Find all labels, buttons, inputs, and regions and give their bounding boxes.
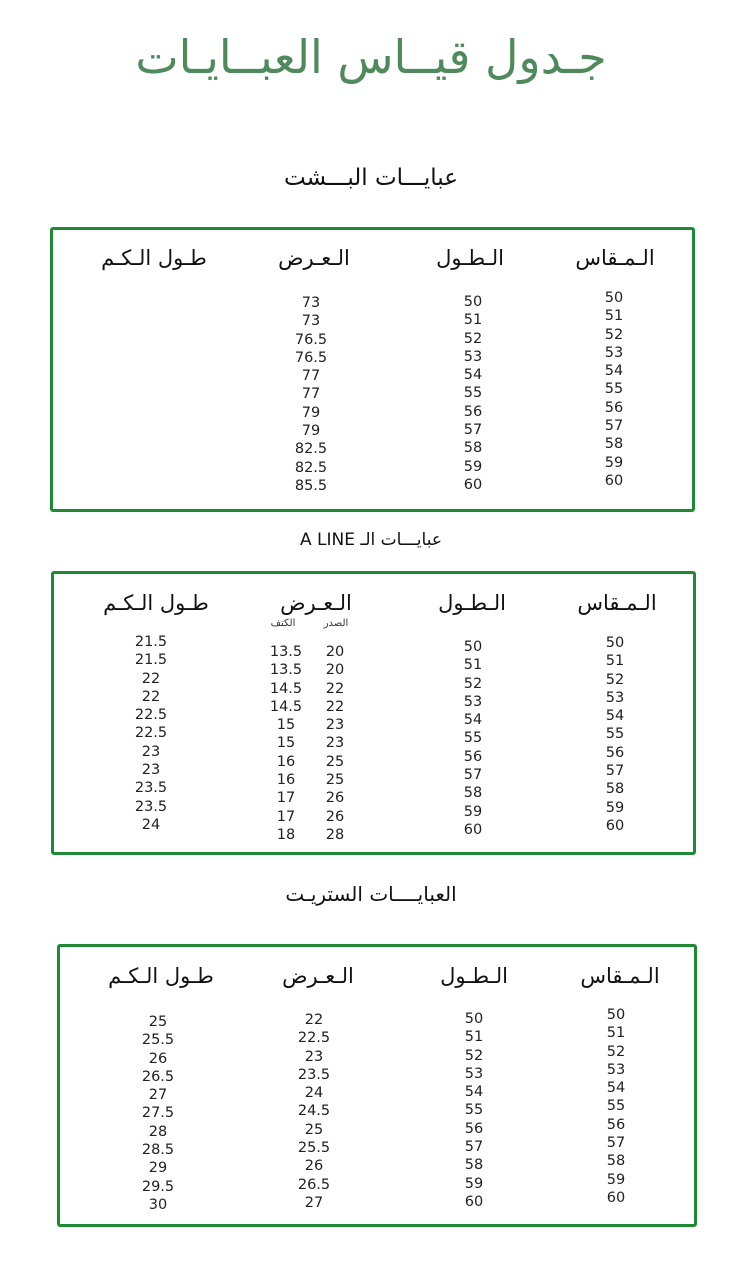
size-value: 54 <box>606 1080 626 1097</box>
sleeve-value: 24 <box>141 816 161 833</box>
size-value: 51 <box>604 308 624 325</box>
header-width: الـعـرض <box>278 246 350 270</box>
column-length <box>465 1010 483 1211</box>
width-value: 26.5 <box>297 1176 331 1193</box>
sleeve-value: 28 <box>148 1123 168 1140</box>
sleeve-value: 23.5 <box>134 780 168 797</box>
length-value: 53 <box>464 1065 484 1082</box>
size-value: 59 <box>605 799 625 816</box>
width-value: 82.5 <box>294 441 328 458</box>
length-value: 52 <box>463 330 483 347</box>
size-table-bisht <box>50 227 695 512</box>
size-value: 60 <box>604 472 624 489</box>
header-size: الـمـقاس <box>580 964 660 988</box>
size-value: 60 <box>606 1189 626 1206</box>
size-value: 52 <box>604 326 624 343</box>
width-value: 82.5 <box>294 459 328 476</box>
header-sleeve: طـول الـكـم <box>103 591 209 615</box>
sleeve-value: 25.5 <box>141 1032 175 1049</box>
length-value: 57 <box>463 767 483 784</box>
chest-value: 26 <box>325 790 345 807</box>
size-value: 56 <box>605 744 625 761</box>
shoulder-value: 13.5 <box>269 662 303 679</box>
length-value: 51 <box>463 312 483 329</box>
column-length <box>464 638 482 839</box>
size-value: 59 <box>606 1171 626 1188</box>
size-value: 53 <box>604 344 624 361</box>
header-length: الـطـول <box>436 246 504 270</box>
width-value: 24 <box>304 1085 324 1102</box>
chest-value: 22 <box>325 698 345 715</box>
width-value: 85.5 <box>294 477 328 494</box>
width-value: 73 <box>301 295 321 311</box>
sleeve-value: 25 <box>148 1014 168 1030</box>
column-length <box>464 293 482 494</box>
sleeve-value: 30 <box>148 1196 168 1213</box>
header-sleeve: طـول الـكـم <box>108 964 214 988</box>
sleeve-value: 21.5 <box>134 634 168 650</box>
width-value: 79 <box>301 404 321 421</box>
width-value: 23.5 <box>297 1066 331 1083</box>
length-value: 51 <box>464 1029 484 1046</box>
page-title: جـدول قيــاس العبــايـات <box>135 30 607 84</box>
subheader-chest: الصدر <box>323 618 349 629</box>
length-value: 57 <box>464 1139 484 1156</box>
length-value: 60 <box>463 476 483 493</box>
width-value: 26 <box>304 1158 324 1175</box>
chest-value: 22 <box>325 680 345 697</box>
length-value: 60 <box>464 1193 484 1210</box>
column-size <box>607 1006 625 1207</box>
size-value: 59 <box>604 454 624 471</box>
column-width <box>295 294 327 495</box>
length-value: 52 <box>464 1047 484 1064</box>
shoulder-value: 18 <box>276 826 296 843</box>
section-title-bisht: عبايـــات البـــشت <box>284 165 458 191</box>
sleeve-value: 29 <box>148 1160 168 1177</box>
width-value: 79 <box>301 423 321 440</box>
sleeve-value: 23 <box>141 743 161 760</box>
chest-value: 20 <box>325 644 345 660</box>
length-value: 56 <box>464 1120 484 1137</box>
header-length: الـطـول <box>438 591 506 615</box>
size-value: 52 <box>605 671 625 688</box>
size-value: 51 <box>605 653 625 670</box>
column-size <box>605 289 623 490</box>
size-value: 55 <box>604 381 624 398</box>
size-value: 60 <box>605 817 625 834</box>
width-value: 22.5 <box>297 1030 331 1047</box>
length-value: 51 <box>463 657 483 674</box>
shoulder-value: 15 <box>276 717 296 734</box>
length-value: 53 <box>463 693 483 710</box>
column-shoulder <box>270 643 302 844</box>
length-value: 55 <box>463 730 483 747</box>
length-value: 55 <box>463 385 483 402</box>
shoulder-value: 13.5 <box>269 644 303 660</box>
sleeve-value: 21.5 <box>134 652 168 669</box>
length-value: 58 <box>463 785 483 802</box>
chest-value: 28 <box>325 826 345 843</box>
sleeve-value: 22.5 <box>134 725 168 742</box>
length-value: 54 <box>463 712 483 729</box>
sleeve-value: 23.5 <box>134 798 168 815</box>
header-width: الـعـرض <box>280 591 352 615</box>
width-value: 76.5 <box>294 349 328 366</box>
sleeve-value: 23 <box>141 762 161 779</box>
size-value: 52 <box>606 1043 626 1060</box>
width-value: 77 <box>301 386 321 403</box>
shoulder-value: 15 <box>276 735 296 752</box>
width-value: 77 <box>301 368 321 385</box>
width-value: 23 <box>304 1048 324 1065</box>
size-value: 57 <box>605 763 625 780</box>
length-value: 50 <box>463 639 483 655</box>
chest-value: 23 <box>325 717 345 734</box>
header-size: الـمـقاس <box>577 591 657 615</box>
chest-value: 25 <box>325 753 345 770</box>
width-value: 27 <box>304 1194 324 1211</box>
shoulder-value: 14.5 <box>269 680 303 697</box>
shoulder-value: 17 <box>276 808 296 825</box>
length-value: 56 <box>463 748 483 765</box>
width-value: 24.5 <box>297 1103 331 1120</box>
size-value: 56 <box>604 399 624 416</box>
column-chest <box>326 643 344 844</box>
length-value: 57 <box>463 422 483 439</box>
size-value: 58 <box>604 436 624 453</box>
size-value: 51 <box>606 1025 626 1042</box>
sleeve-value: 22 <box>141 670 161 687</box>
sleeve-value: 26.5 <box>141 1068 175 1085</box>
header-sleeve: طـول الـكـم <box>101 246 207 270</box>
size-value: 57 <box>606 1135 626 1152</box>
size-value: 55 <box>606 1098 626 1115</box>
length-value: 54 <box>464 1084 484 1101</box>
sleeve-value: 27.5 <box>141 1105 175 1122</box>
size-value: 58 <box>605 781 625 798</box>
width-value: 25.5 <box>297 1140 331 1157</box>
size-table-street <box>57 944 697 1227</box>
chest-value: 23 <box>325 735 345 752</box>
size-value: 53 <box>606 1061 626 1078</box>
section-title-a-line: عبايـــات الـ A LINE <box>300 530 442 550</box>
shoulder-value: 16 <box>276 772 296 789</box>
header-width: الـعـرض <box>282 964 354 988</box>
shoulder-value: 16 <box>276 753 296 770</box>
sleeve-value: 22 <box>141 688 161 705</box>
size-value: 57 <box>604 418 624 435</box>
size-value: 56 <box>606 1116 626 1133</box>
width-value: 73 <box>301 313 321 330</box>
chest-value: 26 <box>325 808 345 825</box>
size-value: 58 <box>606 1153 626 1170</box>
width-value: 25 <box>304 1121 324 1138</box>
header-size: الـمـقاس <box>575 246 655 270</box>
chest-value: 20 <box>325 662 345 679</box>
length-value: 52 <box>463 675 483 692</box>
sleeve-value: 27 <box>148 1087 168 1104</box>
length-value: 56 <box>463 403 483 420</box>
length-value: 58 <box>463 440 483 457</box>
length-value: 55 <box>464 1102 484 1119</box>
size-value: 54 <box>605 708 625 725</box>
width-value: 22 <box>304 1012 324 1028</box>
length-value: 53 <box>463 348 483 365</box>
length-value: 54 <box>463 367 483 384</box>
length-value: 50 <box>464 1011 484 1027</box>
shoulder-value: 17 <box>276 790 296 807</box>
length-value: 60 <box>463 821 483 838</box>
size-value: 50 <box>606 1007 626 1023</box>
length-value: 59 <box>463 458 483 475</box>
sleeve-value: 22.5 <box>134 707 168 724</box>
length-value: 50 <box>463 294 483 310</box>
chest-value: 25 <box>325 772 345 789</box>
header-length: الـطـول <box>440 964 508 988</box>
size-value: 50 <box>604 290 624 306</box>
subheader-shoulder: الكتف <box>270 618 296 629</box>
size-value: 54 <box>604 363 624 380</box>
size-value: 50 <box>605 635 625 651</box>
column-size <box>606 634 624 835</box>
section-title-street: العبايــــات الستريـت <box>285 882 457 906</box>
sleeve-value: 26 <box>148 1050 168 1067</box>
column-sleeve <box>135 633 167 834</box>
length-value: 59 <box>464 1175 484 1192</box>
length-value: 58 <box>464 1157 484 1174</box>
size-value: 55 <box>605 726 625 743</box>
shoulder-value: 14.5 <box>269 698 303 715</box>
length-value: 59 <box>463 803 483 820</box>
size-value: 53 <box>605 689 625 706</box>
size-table-a-line <box>51 571 696 855</box>
sleeve-value: 29.5 <box>141 1178 175 1195</box>
sleeve-value: 28.5 <box>141 1142 175 1159</box>
column-sleeve <box>142 1013 174 1214</box>
column-width <box>298 1011 330 1212</box>
width-value: 76.5 <box>294 331 328 348</box>
